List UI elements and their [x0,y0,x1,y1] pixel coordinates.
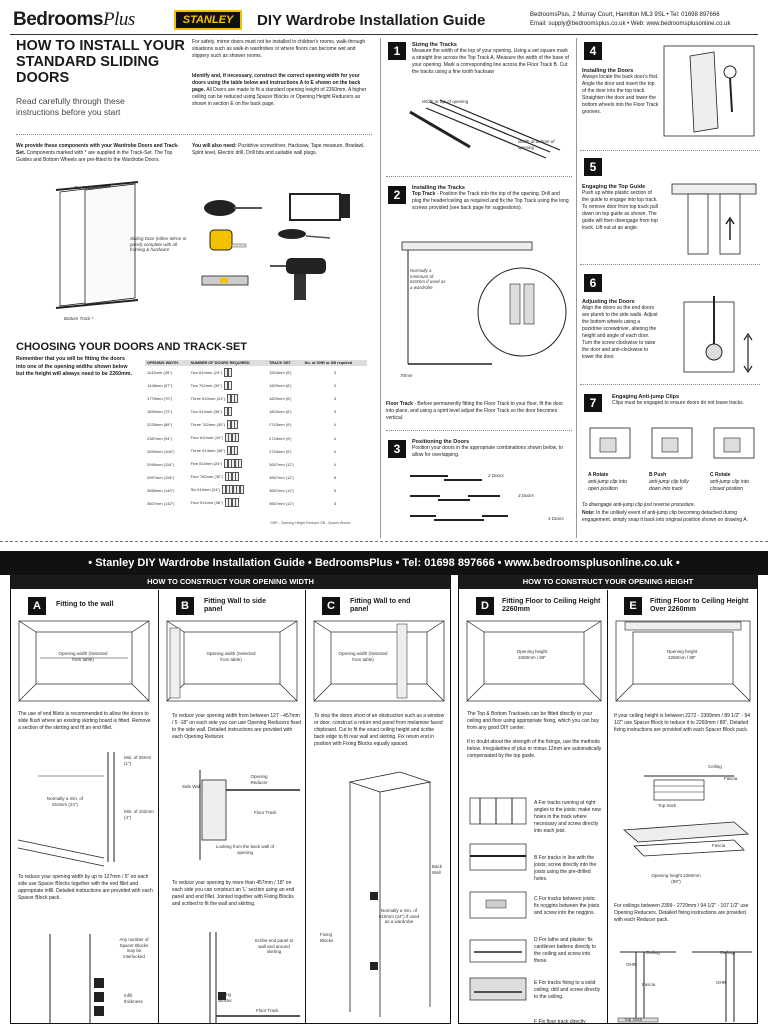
table-cell: 1778mm (70") [147,396,173,402]
table-cell: 1829mm (6') [269,396,292,402]
brand-logo: BedroomsPlus [13,9,135,30]
table-cell: 3 [333,383,336,389]
panel-d-body1: The Top & Bottom Tracksets can be fitted directly to your ceiling and floor using appropriate fixing, which you can buy from any good DIY center. [467,711,600,731]
step-2-body: Top Track - Position the Track into the top of the opening. Drill and plug the header/ceiling as required and fix the Top Track using the long screws provided (see back page for suggestions). [412,191,569,211]
table-cell: 2690mm (106") [147,448,175,454]
divider [580,384,760,385]
panel-d-letter: D [476,597,494,615]
drill-icon [270,258,326,300]
step-5-body: Push up white plastic section of the guide to engage into top track. To remove door from top track pull down on top guide as shown. The guide will then disengage from top track. Lift out at an angle. [582,190,658,231]
three-doors-label: 3 Doors [518,493,534,498]
tape-measure-icon [210,230,246,250]
table-row [145,379,367,392]
divider [580,264,760,265]
components-text: We provide these components with your Wardrobe Doors and Track-Set. Components marked with * are supplied in the Track-Set. The Top Guides and Bottom Wheels are pre-fitted to the Wardrobe Doors. [16,143,179,163]
column-divider [576,38,577,538]
panel-a-body2: To reduce your opening width by up to 127mm / 5" on each side use Spacer Blocks together with the end fillet and appropriate infill. Detailed instructions are provided with each Spacer Block pack. [18,874,153,901]
side-wall-label: Side Wall [182,784,201,789]
fixing-option-a: A For tracks running at right angles to the joists; make new holes in the track where necessary and screw directly into each joist. [534,800,601,834]
two-doors-label: 2 Doors [488,473,504,478]
table-cell: 2946mm (116") [147,461,175,467]
opening-width-title: HOW TO CONSTRUCT YOUR OPENING WIDTH [11,575,450,589]
panel-e-opening-label-2: Opening height 2260mm (89") [651,873,701,884]
table-cell: Four 610mm (24") [189,431,268,444]
identify-text: Identify and, if necessary, construct the correct opening width for your doors using the table below and instructions A to E shown on the back page. All Doors are made to fit a standard opening height of 2260mm. A higher ceiling can be reduced using Spacer Blocks or Opening Height Reducers as shown in section E on the back page. [192,73,367,107]
divider [16,134,372,135]
step-2-label-min: Normally a minimum of 610mm if used as a wardrobe [410,268,446,290]
table-row [145,484,367,497]
spacer-block-diagram [30,934,120,1024]
intro-lead: Read carefully through these instructions before you start [16,96,125,117]
header-address: BedroomsPlus, 2 Murray Court, Hamilton ML3 9SL • Tel: 01698 897666 Email: supply@bedroomsplus.co.uk • Web: www.bedroomsplusonline.co.uk [530,12,731,27]
table-cell: 3 [333,409,336,415]
panel-e-letter: E [624,597,642,615]
door-count-icon [222,485,243,495]
column-divider [380,38,381,538]
step-2-title: Installing the Tracks [412,185,465,191]
step-3-title: Positioning the Doors [412,439,470,445]
panel-b-title: Fitting Wall to side panel [204,598,266,613]
table-cell: 1143mm (45") [147,370,172,376]
panel-d-room-diagram [466,620,602,702]
table-cell: Four 914mm (36") [189,497,268,510]
table-cell: Two 914mm (36") [189,405,268,418]
table-row [145,445,367,458]
table-row [145,405,367,418]
divider [386,430,572,431]
door-count-icon [227,420,238,430]
table-cell: 2743mm (9') [269,448,292,454]
fixing-blocks-label: Fixing Blocks [218,992,232,1003]
table-row [145,471,367,484]
tools-illustration [200,190,370,310]
min-102mm-label: Min. of 102mm (4") [124,809,154,820]
table-cell: Three 762mm (30") [189,418,268,431]
door-count-icon [225,472,239,482]
table-cell: Two 610mm (24") [189,366,268,379]
ohr-label: OHR [626,962,636,967]
fascia-label-2: Fascia [712,843,726,848]
table-cell: 1829mm (6') [269,383,292,389]
table-cell: 4 [333,448,336,454]
table-cell: 3657mm (12') [269,461,294,467]
table-cell: 2743mm (9') [269,422,292,428]
divider [386,176,572,177]
clip-reverse-note: To disengage anti-jump clip just reverse procedure. [582,502,696,508]
ohr-diagram [616,944,756,1024]
table-cell: Three 610mm (24") [189,392,268,405]
panel-c-letter: C [322,597,340,615]
door-count-icon [225,433,239,443]
step-2-number: 2 [388,186,406,204]
panel-e-room-diagram [615,620,751,702]
table-cell: 3657mm (12') [269,474,294,480]
panel-b-letter: B [176,597,194,615]
step-6-number: 6 [584,274,602,292]
table-cell: 2235mm (88") [147,422,173,428]
panel-d-title: Fitting Floor to Ceiling Height 2260mm [502,598,601,613]
column-divider [305,590,306,1024]
clip-rotate-a: A Rotate anti-jump clip into open position [588,472,627,492]
intro-title: HOW TO INSTALL YOUR STANDARD SLIDING DOORS [16,38,185,86]
table-cell: Two 762mm (30") [189,379,268,392]
hacksaw-icon [290,194,350,220]
door-count-icon [224,407,231,417]
column-divider [607,590,608,1024]
track-install-illustration [392,234,572,374]
step-1-label-bottom: Width at bottom of opening [518,139,555,150]
step-2-floor-track: Floor Track - Before permanently fitting the Floor Track to your floor, fit the door into place, and using a spirit level adjust the Floor Track so the door becomes vertical. [386,401,564,421]
table-cell: 1829mm (6') [269,409,292,415]
table-cell: 4 [333,435,336,441]
table-cell: 1840mm (72") [147,409,173,415]
page-title: DIY Wardrobe Installation Guide [257,12,486,29]
top-track-label: Top track [658,803,677,808]
door-count-icon [227,446,238,456]
table-header: NUMBER OF DOORS REQUIRED [189,360,268,366]
ceiling-label: Ceiling [708,764,722,769]
door-count-icon [225,498,239,508]
bottom-track-label: Bottom Track * [64,316,94,321]
panel-d-body2: If in doubt about the strength of the fixings, use the methods below. Irregularities of plus or minus 12mm are automatically compensated by the top guide. [467,739,602,759]
safety-text: For safety, mirror doors must not be installed in children's rooms, walk-through situations such as walk-in wardrobes or where floors can become wet and slippery such as shower rooms. [192,39,366,59]
table-row [145,497,367,510]
clip-push-b: B Push anti-jump clip fully down into track [649,472,689,492]
step-4-number: 4 [584,42,602,60]
panel-b-body2: To reduce your opening by more than 457mm / 18" on each side you can construct an 'L' section using an end panel and end fillet. Jointed together with Fixing Blocks and scribed to fit the wall and skirting. [172,880,295,907]
table-row [145,431,367,444]
door-count-icon [227,394,238,404]
table-cell: 1448mm (57") [147,383,173,389]
panel-a-letter: A [28,597,46,615]
step-1-number: 1 [388,42,406,60]
table-header: No. of OHR or SB required [303,360,367,366]
step-1-label-top: Width at top of opening [422,99,469,104]
choosing-title: CHOOSING YOUR DOORS AND TRACK-SET [16,341,248,353]
table-cell: 3607mm (142") [147,500,175,506]
panel-e-opening-label: Opening height 2260mm / 89" [666,649,698,660]
four-doors-label: 4 Doors [548,516,564,521]
looking-label: Looking from the back wall of opening [215,844,275,855]
table-cell: 1524mm (5') [269,370,292,376]
anti-jump-clip-illustration [586,418,762,468]
opening-reducer-label: Opening Reducer [250,774,268,785]
scribe-label: Scribe end panel to wall and around skirting [254,938,294,955]
panel-e-body2: For ceilings between 2399 - 2729mm / 94 1/2" - 107 1/2" use Opening Reducers. Detailed fixing instructions are provided with each Reducer pack. [614,903,749,923]
table-cell: 2387mm (94") [147,435,173,441]
table-cell: 3556mm (140") [147,487,175,493]
min-25mm-label: Min. of 25mm (1") [124,755,152,766]
table-header: TRACK SET [267,360,303,366]
normally-min-label: Normally a min. of 610mm (24") [46,796,84,807]
ceiling-label-2: Ceiling [646,950,660,955]
infill-label: Infill thickness [124,993,143,1004]
fixing-option-d: D For lathe and plaster; fix cantilever battens directly to the ceiling and screw into these. [534,937,596,964]
table-cell: Four 762mm (30") [189,471,268,484]
table-row [145,366,367,379]
step-5-title: Engaging the Top Guide [582,184,646,190]
back-wall-label: Back Wall [432,864,443,875]
door-size-table [145,360,367,510]
ceiling-label-3: Ceiling [720,950,734,955]
panel-c-title: Fitting Wall to end panel [350,598,411,613]
fold-line [0,541,768,542]
top-track-label-2: Top track [624,1017,643,1022]
sliding-door-label: Sliding Door (either Mirror or panel) complete with all framing & hardware [130,236,187,253]
door-count-icon [224,459,242,469]
top-guide-illustration [668,180,760,260]
step-3-body: Position your doors in the appropriate combinations shown below, to allow for overlapping. [412,445,563,458]
table-cell: Three 914mm (36") [189,445,268,458]
bradawl-icon [278,229,330,239]
table-cell: 5 [333,474,336,480]
divider [580,150,760,151]
joist-fixing-diagrams [466,792,534,1022]
table-footnote: OHR - Opening Height Reducer SB - Spacer Blocks [270,521,351,525]
clip-detached-note: Note: In the unlikely event of anti-jump clip becoming detached during engagement, simply snap it back into original position shown on drawing A. [582,510,748,523]
tools-text: You will also need: Pozidrive screwdriver, Hacksaw, Tape measure, Bradawl, Spirit level, Electric drill, Drill bits and suitable wall plugs. [192,143,365,156]
fixing-option-f: F Fix floor track directly [534,1019,586,1024]
step-3-number: 3 [388,440,406,458]
table-header: OPENING WIDTH [145,360,189,366]
step-7-body: Clips must be engaged to ensure doors do not leave tracks. [612,400,745,406]
column-divider [158,590,159,1024]
install-door-illustration [660,42,760,142]
table-row [145,418,367,431]
top-track-label: Top Track * [74,185,97,190]
step-1-body: Measure the width of the top of your opening. Using a set square mark a straight line across the Top Track A. Measure the width of the base of your opening. Mark a corresponding line across the Floor Track B. Cut the tracks using a fine tooth hacksaw [412,48,569,75]
table-cell: 3657mm (12') [269,500,294,506]
step-2-label-70mm: 70mm [400,373,413,378]
table-cell: Six 610mm (24") [189,484,268,497]
ohr-label-2: OHR [716,980,726,985]
panel-b-body1: To reduce your opening width from between 127 - 457mm / 5 -18" on each side you can use Opening Reducers fixed to the side wall. Detailed instructions are provided with each Opening Reducer. [172,713,302,740]
table-cell: 3 [333,370,336,376]
table-cell: 5 [333,500,336,506]
panel-b-opening-label: Opening width (Selected from table) [206,651,256,662]
step-6-body: Align the doors so the end doors are plumb to the side walls. Adjust the bottom wheels using a pozidrive screwdriver, altering the height and angle of each door. Turn the screw clockwise to raise the door and anti-clockwise to lower the door. [582,305,658,360]
step-7-title: Engaging Anti-jump Clips [612,394,680,400]
table-cell: 2743mm (9') [269,435,292,441]
panel-c-fixing-label: Fixing Blocks [320,932,334,943]
adjust-wheel-illustration [664,282,764,382]
screwdriver-icon [204,200,262,216]
door-count-icon [224,368,231,378]
table-cell: 5 [333,487,336,493]
fixing-option-c: C For tracks between joists; fix noggins between the joists and screw into the noggins. [534,896,600,916]
end-panel-diagram [330,772,440,1022]
step-7-number: 7 [584,394,602,412]
spirit-level-icon [202,276,248,285]
opening-height-title: HOW TO CONSTRUCT YOUR OPENING HEIGHT [459,575,757,589]
table-row [145,458,367,471]
fascia-label-3: Fascia [642,982,656,987]
fixing-option-e: E For tracks fixing to a solid ceiling; drill and screw directly to the ceiling. [534,980,601,1000]
door-count-icon [224,381,231,391]
floor-track-label-2: Floor Track [256,1008,279,1013]
step-1-title: Sizing the Tracks [412,42,457,48]
panel-d-opening-label: Opening height 2260mm / 89" [516,649,548,660]
panel-c-normally-label: Normally a min. of 610mm (24") if used as a wardrobe [378,908,420,925]
table-cell: Five 610mm (24") [189,458,268,471]
panel-c-opening-label: Opening width (Selected from table) [338,651,388,662]
clip-rotate-c: C Rotate anti-jump clip into closed position [710,472,749,492]
panel-a-title: Fitting to the wall [56,601,114,608]
panel-c-body: To stop the doors short of an obstruction such as a window or door, construct a return end panel from melamine faced chipboard. Cut to fit the exact ceiling height and scribe back edge to fit rear wall and skirting. Fix return end in position with Fixing Blocks equally spaced. [314,713,445,747]
panel-e-body1: If your ceiling height is between 2272 - 2399mm / 89 1/2" - 94 1/2" use Spacer Block to reduce it to 2260mm / 89". Detailed fixing instructions are provided with each Spacer Block pack. [614,713,751,733]
table-cell: 2997mm (118") [147,474,175,480]
table-cell: 4 [333,461,336,467]
header-rule [10,34,758,35]
floor-track-label: Floor Track [254,810,277,815]
fixing-option-b: B For tracks in line with the joists; screw directly into the joists using the pre-drilled holes. [534,855,597,882]
panel-a-body1: The use of end fillets is recommended to allow the doors to slide flush where an existing skirting board is fitted. Remove a section of the skirting and fit an end fillet. [18,711,151,731]
table-cell: 3657mm (12') [269,487,294,493]
stanley-logo: STANLEY [174,10,242,30]
table-cell: 4 [333,422,336,428]
step-4-title: Installing the Doors [582,68,634,74]
step-4-body: Always locate the back door's first. Angle the door and insert the top of the door into the top track. Straighten the door and lower the bottom wheels into the Floor Track grooves. [582,74,659,115]
choosing-note: Remember that you will be fitting the doors into one of the opening widths shown below but the height will always need to be 2260mm. [16,356,132,377]
fascia-label: Fascia [724,776,738,781]
step-6-title: Adjusting the Doors [582,299,635,305]
panel-a-opening-label: Opening width (Selected from table) [58,651,108,662]
spacer-blocks-label: Any number of Spacer Blocks may be interlocked [119,937,149,959]
panel-e-title: Fitting Floor to Ceiling Height Over 2260mm [650,598,749,613]
footer-banner: • Stanley DIY Wardrobe Installation Guide • BedroomsPlus • Tel: 01698 897666 • www.bedroomsplusonline.co.uk • [0,551,768,575]
step-5-number: 5 [584,158,602,176]
table-cell: 3 [333,396,336,402]
table-row [145,392,367,405]
